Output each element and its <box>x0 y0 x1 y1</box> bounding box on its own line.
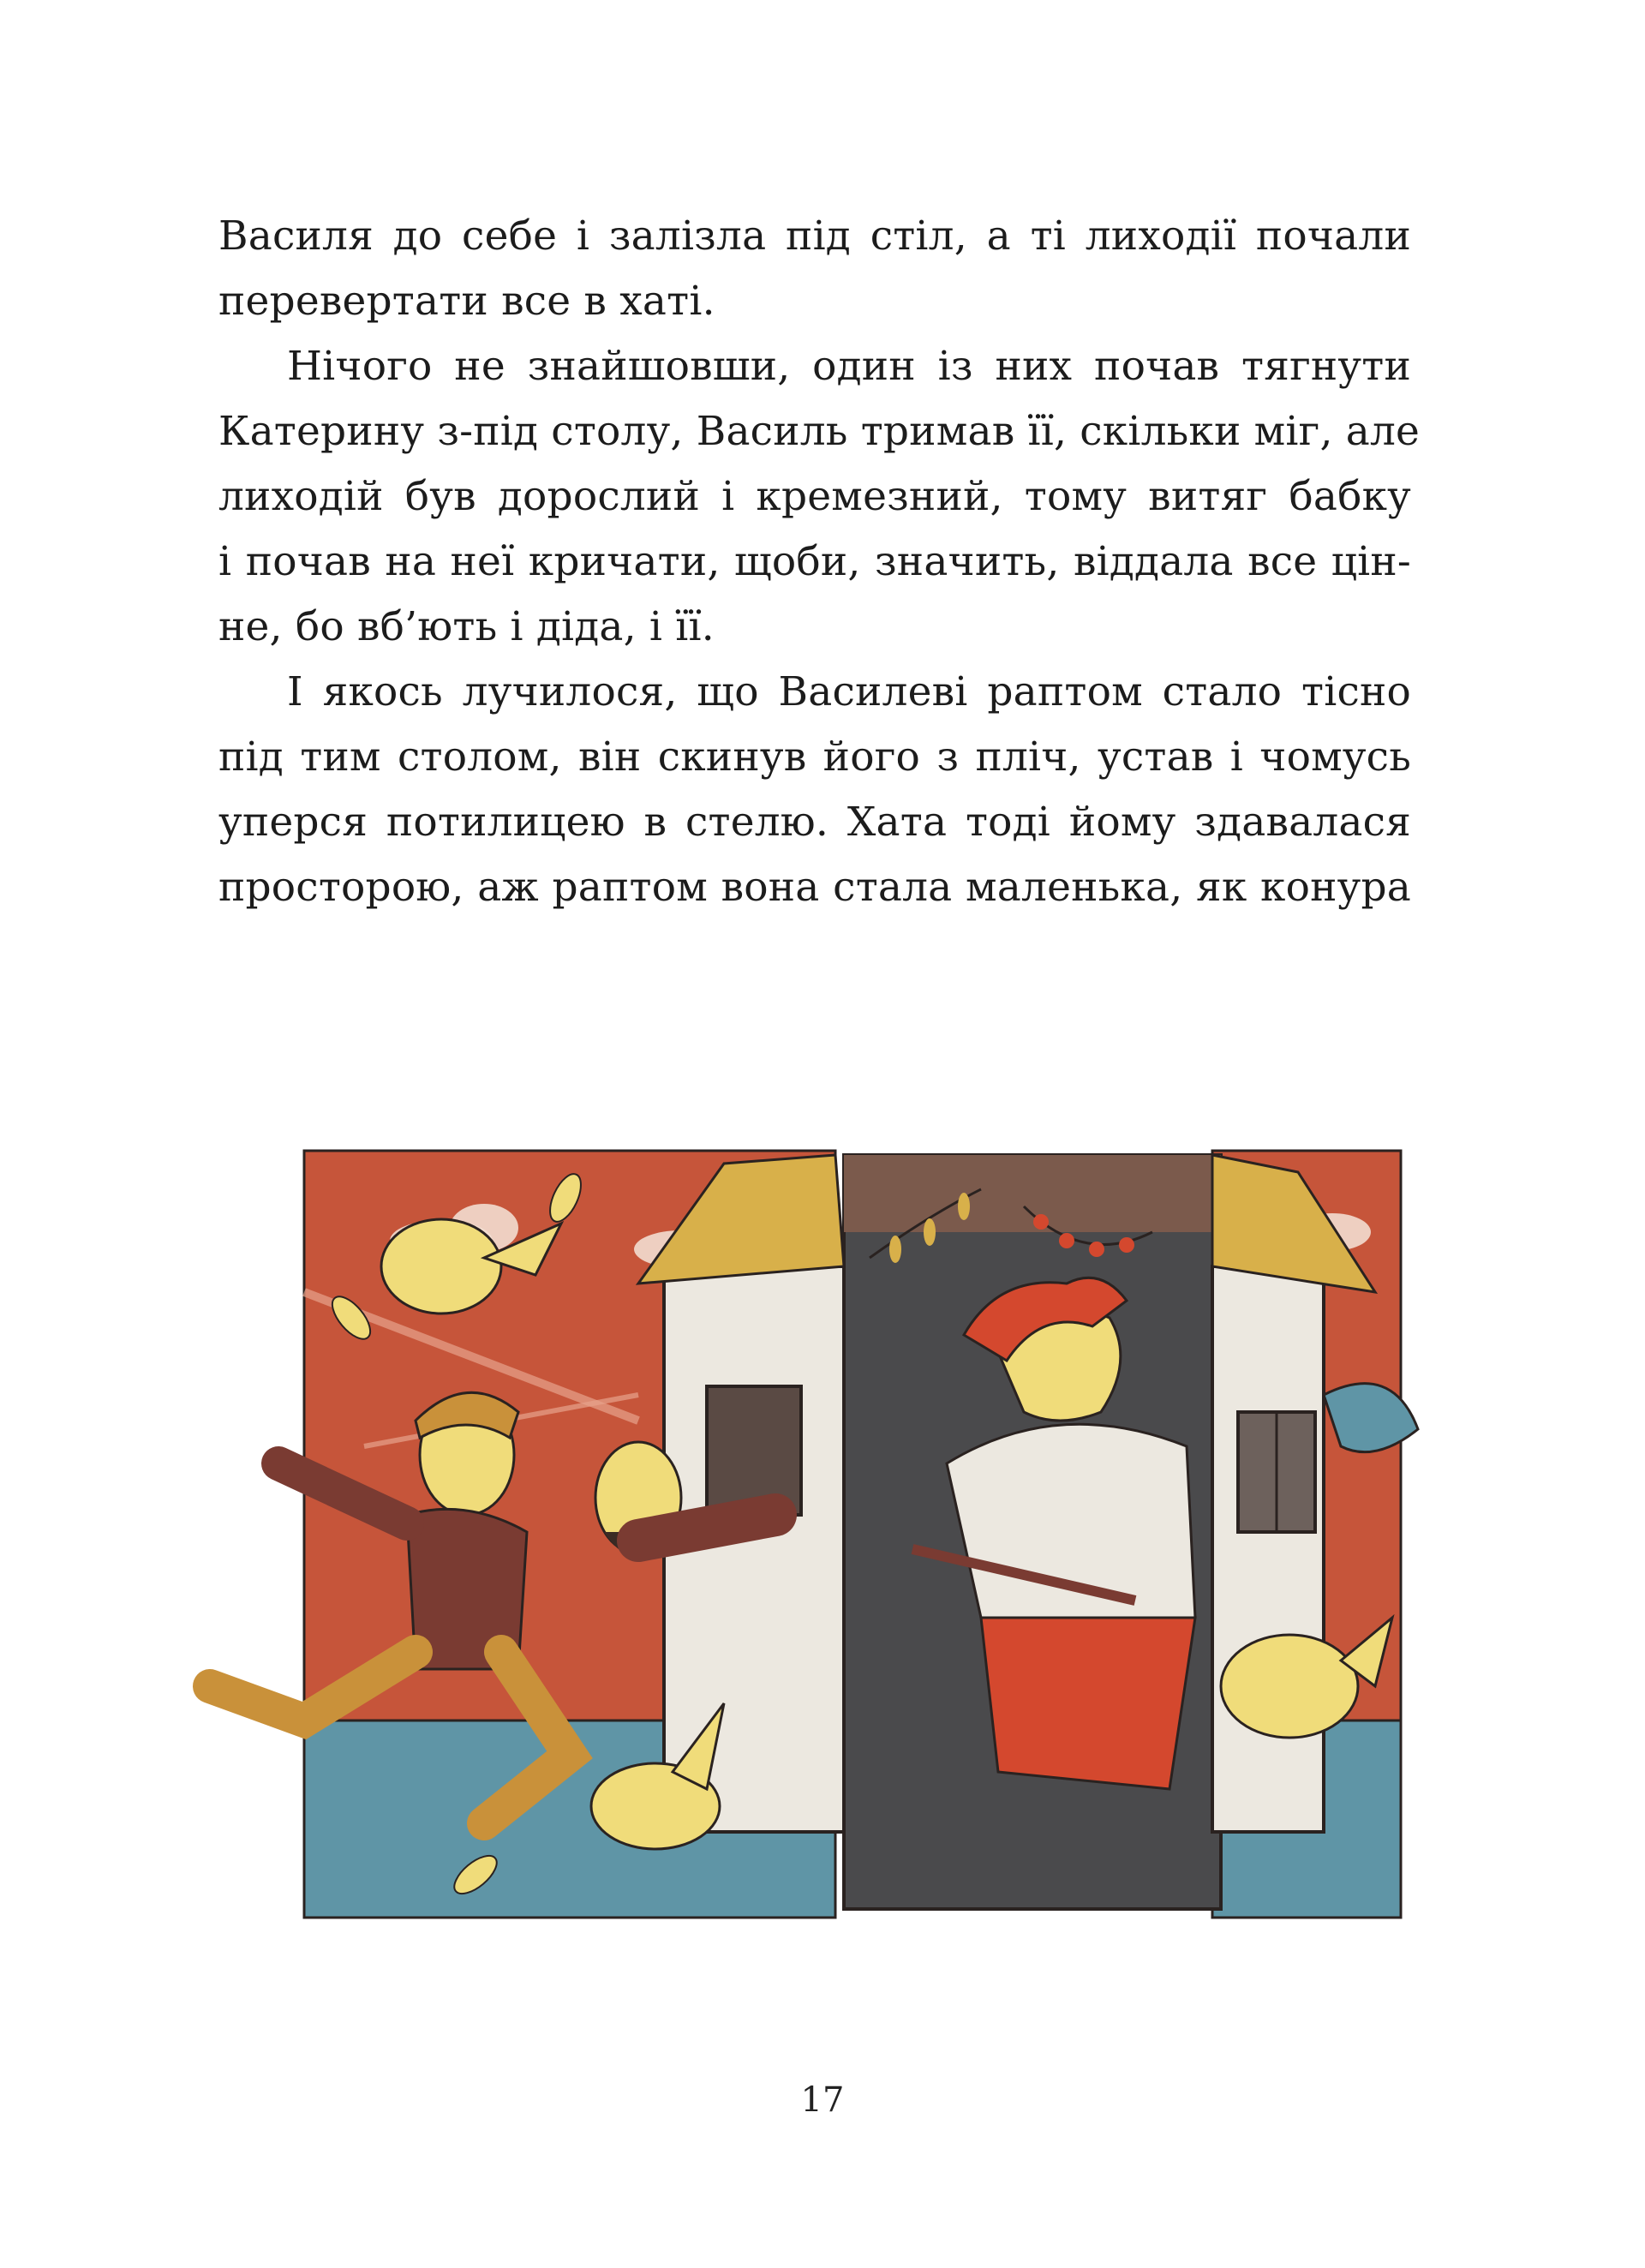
text-line-2: перевертати все в хаті. <box>218 278 715 325</box>
text-line-1: Василя до себе і залізла під стіл, а ті лиходії почали <box>218 212 1411 260</box>
text-line-3: Нічого не знайшовши, один із них почав тягнути <box>287 343 1411 390</box>
text-line-8: І якось лучилося, що Василеві раптом стало тісно <box>287 668 1411 715</box>
text-line-4: Катерину з-під столу, Василь тримав її, скільки міг, але <box>218 408 1421 455</box>
text-line-5: лиходій був дорослий і кремезний, тому витяг бабку <box>218 473 1411 520</box>
page-number: 17 <box>800 2080 845 2120</box>
text-line-7: не, бо вб’ють і діда, і її. <box>218 603 715 650</box>
text-line-6: і почав на неї кричати, щоби, значить, віддала все цін- <box>218 538 1411 585</box>
text-line-9: під тим столом, він скинув його з пліч, устав і чомусь <box>218 733 1411 781</box>
story-illustration <box>159 1138 1444 1978</box>
text-line-11: просторою, аж раптом вона стала маленька, як конура <box>218 864 1411 911</box>
text-line-10: уперся потилицею в стелю. Хата тоді йому здавалася <box>218 799 1411 846</box>
story-text <box>218 204 1421 920</box>
